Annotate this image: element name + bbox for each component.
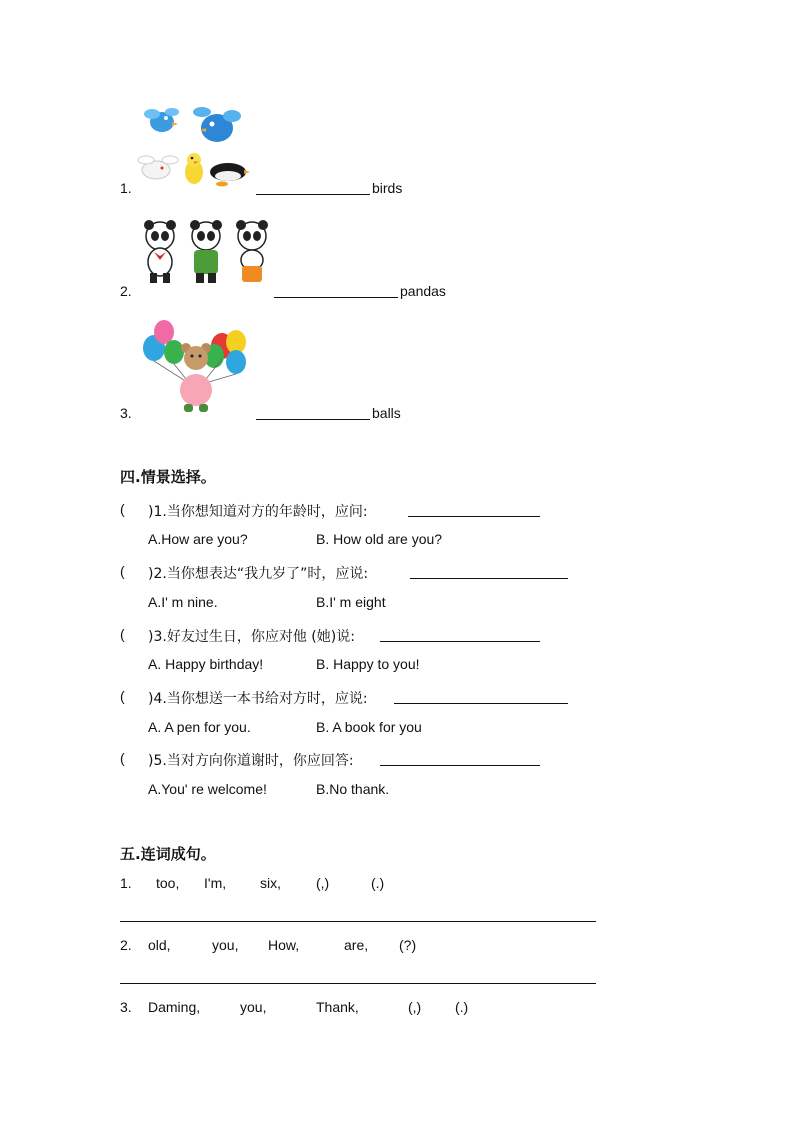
balloons-bear-picture	[140, 318, 252, 414]
word: are,	[344, 937, 369, 953]
answer-line[interactable]	[120, 983, 596, 984]
option-a: A.You' re welcome!	[148, 781, 267, 797]
option-a: A.How are you?	[148, 531, 248, 547]
chick-icon	[185, 153, 203, 184]
answer-blank[interactable]	[380, 765, 540, 766]
answer-blank[interactable]	[394, 703, 568, 704]
answer-paren[interactable]: (	[120, 626, 125, 642]
word: Thank,	[316, 999, 359, 1015]
dove-icon	[138, 156, 178, 179]
blue-bird-icon	[144, 108, 179, 132]
word: too,	[156, 875, 180, 891]
word: (,)	[408, 999, 422, 1015]
counting-number: 2.	[120, 283, 132, 299]
answer-blank[interactable]	[274, 297, 398, 298]
option-b: B. Happy to you!	[316, 656, 420, 672]
counting-number: 1.	[120, 180, 132, 196]
option-b: B.No thank.	[316, 781, 390, 797]
question-text: )5.当对方向你道谢时，你应回答:	[148, 753, 354, 769]
answer-paren[interactable]: (	[120, 750, 125, 766]
word: old,	[148, 937, 171, 953]
word: (,)	[316, 875, 330, 891]
panda-icon	[190, 220, 222, 283]
section-title: 四.情景选择。	[120, 468, 216, 486]
word: (.)	[371, 875, 385, 891]
birds-picture	[132, 100, 252, 192]
word: (?)	[399, 937, 417, 953]
counting-number: 3.	[120, 405, 132, 421]
penguin-icon	[210, 163, 250, 187]
option-a: A. Happy birthday!	[148, 656, 264, 672]
option-a: A.I' m nine.	[148, 594, 218, 610]
pandas-picture	[138, 218, 272, 288]
word: How,	[268, 937, 300, 953]
counting-noun: birds	[372, 180, 403, 196]
sentence-number: 1.	[120, 875, 132, 891]
word: you,	[212, 937, 239, 953]
answer-paren[interactable]: (	[120, 563, 125, 579]
answer-paren[interactable]: (	[120, 501, 125, 517]
word: Daming,	[148, 999, 201, 1015]
option-b: B. How old are you?	[316, 531, 443, 547]
question-text: )4.当你想送一本书给对方时，应说:	[148, 691, 368, 707]
word: six,	[260, 875, 281, 891]
question-text: )2.当你想表达“我九岁了”时，应说:	[148, 566, 369, 582]
word: I'm,	[204, 875, 227, 891]
counting-noun: pandas	[400, 283, 446, 299]
blue-bird-icon	[193, 107, 241, 142]
panda-icon	[144, 220, 176, 283]
word: (.)	[455, 999, 469, 1015]
sentence-number: 2.	[120, 937, 132, 953]
question-text: )1.当你想知道对方的年龄时，应问:	[148, 504, 368, 520]
option-b: B. A book for you	[316, 719, 422, 735]
section-title: 五.连词成句。	[120, 845, 216, 863]
answer-blank[interactable]	[410, 578, 568, 579]
answer-paren[interactable]: (	[120, 688, 125, 704]
sentence-number: 3.	[120, 999, 132, 1015]
counting-noun: balls	[372, 405, 401, 421]
option-a: A. A pen for you.	[148, 719, 251, 735]
word: you,	[240, 999, 267, 1015]
panda-icon	[236, 220, 268, 282]
answer-blank[interactable]	[380, 641, 540, 642]
answer-blank[interactable]	[256, 419, 370, 420]
option-b: B.I' m eight	[316, 594, 386, 610]
question-text: )3.好友过生日，你应对他 (她)说:	[148, 629, 355, 645]
answer-line[interactable]	[120, 921, 596, 922]
answer-blank[interactable]	[408, 516, 540, 517]
answer-blank[interactable]	[256, 194, 370, 195]
